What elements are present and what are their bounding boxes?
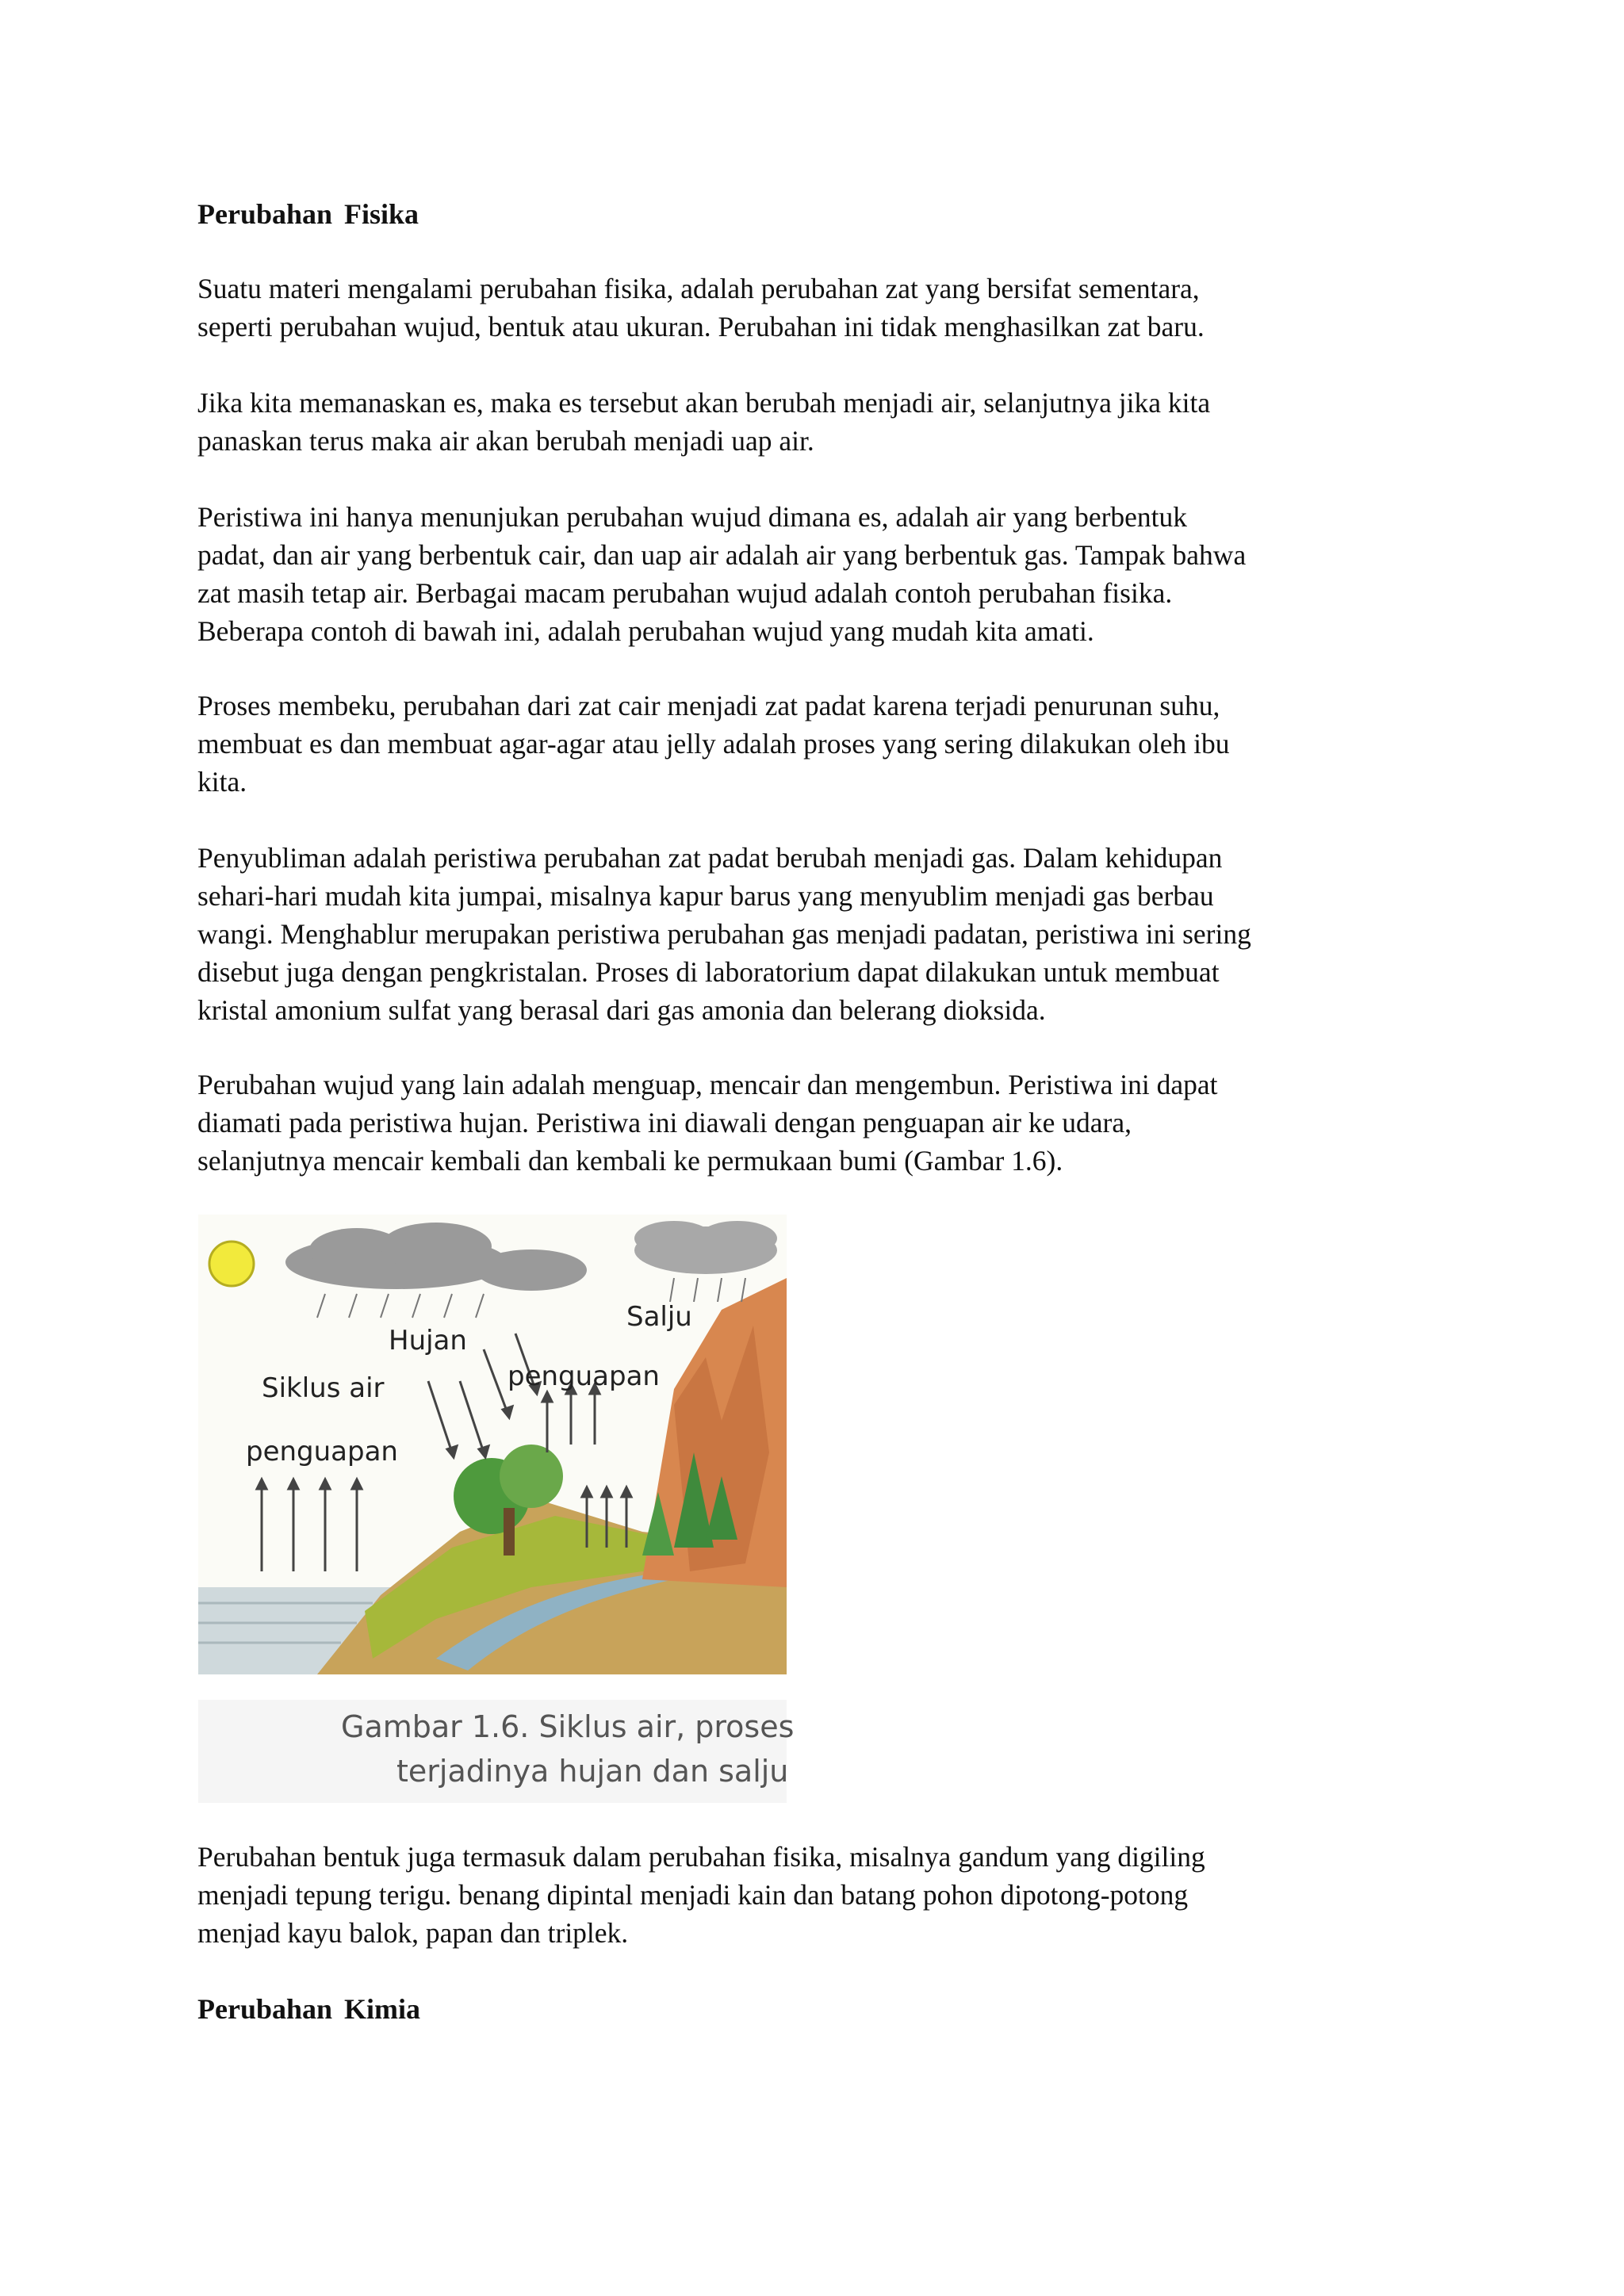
- label-penguapan-left: penguapan: [246, 1436, 398, 1468]
- paragraph-state-change: Peristiwa ini hanya menunjukan perubahan wujud dimana es, adalah air yang berbentuk padat, dan air yang berbentuk cair, dan uap air adalah air yang berbentuk gas. Tampak bahwa zat masih tetap air. Berbagai macam perubahan wujud adalah contoh perubahan fisika. Beberapa contoh di bawah ini, adalah perubahan wujud yang mudah kita amati.: [197, 501, 1247, 647]
- section-heading-perubahan-kimia: Perubahan Kimia: [197, 1993, 421, 2025]
- figure-caption: [198, 1700, 795, 1803]
- paragraph-heating-ice: Jika kita memanaskan es, maka es tersebut akan berubah menjadi air, selanjutnya jika kita panaskan terus maka air akan berubah menjadi uap air.: [197, 387, 1211, 457]
- caption-line-2: terjadinya hujan dan salju: [396, 1754, 789, 1789]
- sun-icon: [209, 1242, 254, 1286]
- label-hujan: Hujan: [389, 1325, 467, 1357]
- paragraph-evaporation: Perubahan wujud yang lain adalah menguap, mencair dan mengembun. Peristiwa ini dapat diamati pada peristiwa hujan. Peristiwa ini diawali dengan penguapan air ke udara, selanjutnya mencair kembali dan kembali ke permukaan bumi (Gambar 1.6).: [197, 1069, 1218, 1177]
- water-cycle-figure: [198, 1215, 787, 1674]
- section-heading-perubahan-fisika: Perubahan Fisika: [197, 198, 419, 230]
- paragraph-sublimation: Penyubliman adalah peristiwa perubahan zat padat berubah menjadi gas. Dalam kehidupan sehari-hari mudah kita jumpai, misalnya kapur barus yang menyublim menjadi gas berbau wangi. Menghablur merupakan peristiwa perubahan gas menjadi padatan, peristiwa ini sering disebut juga dengan pengkristalan. Proses di laboratorium dapat dilakukan untuk membuat kristal amonium sulfat yang berasal dari gas amonia dan belerang dioksida.: [197, 842, 1251, 1026]
- paragraph-freezing: Proses membeku, perubahan dari zat cair menjadi zat padat karena terjadi penurunan suhu, membuat es dan membuat agar-agar atau jelly adalah proses yang sering dilakukan oleh ibu kita.: [197, 690, 1230, 798]
- label-salju: Salju: [626, 1301, 692, 1333]
- paragraph-definition: Suatu materi mengalami perubahan fisika, adalah perubahan zat yang bersifat sementara, seperti perubahan wujud, bentuk atau ukuran. Perubahan ini tidak menghasilkan zat baru.: [197, 273, 1205, 342]
- caption-line-1: Gambar 1.6. Siklus air, proses: [341, 1709, 795, 1744]
- snow-cloud-icon: [634, 1221, 777, 1274]
- water-cycle-illustration: [198, 1215, 787, 1674]
- paragraph-shape-change: Perubahan bentuk juga termasuk dalam perubahan fisika, misalnya gandum yang digiling menjadi tepung terigu. benang dipintal menjadi kain dan batang pohon dipotong-potong menjad kayu balok, papan dan triplek.: [197, 1841, 1205, 1949]
- label-siklus-air: Siklus air: [262, 1372, 385, 1404]
- label-penguapan-center: penguapan: [508, 1360, 660, 1392]
